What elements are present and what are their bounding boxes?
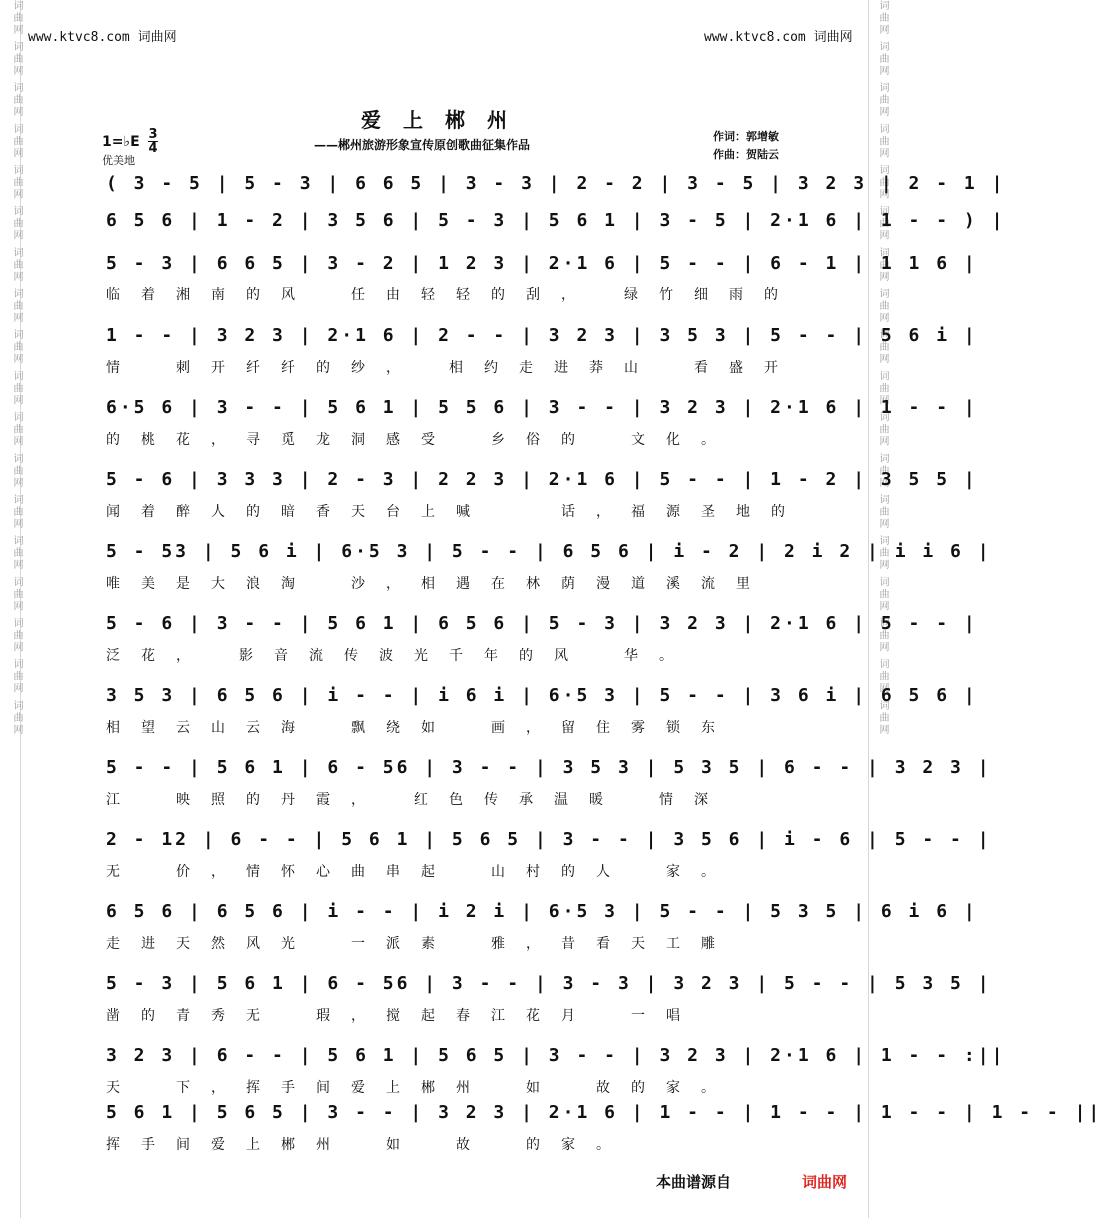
- footer-brand-link[interactable]: 词曲网: [802, 1173, 848, 1191]
- notation-line: 5 6 1 | 5 6 5 | 3 - - | 3 2 3 | 2·1 6 | 1 - - | 1 - - | 1 - - | 1 - - ||: [106, 1102, 1102, 1123]
- lyrics-line: 唯美是大浪淘 沙，相遇在林荫漫道溪流里: [106, 576, 771, 592]
- song-title: 爱上郴州: [361, 108, 529, 132]
- score-row: [106, 685, 978, 713]
- tempo-marking: 优美地: [102, 154, 135, 167]
- notation-line: 6 5 6 | 1 - 2 | 3 5 6 | 5 - 3 | 5 6 1 | 3 - 5 | 2·1 6 | 1 - - ) |: [106, 210, 1006, 231]
- lyrics-line: 相望云山云海 飘绕如 画，留住雾锁东: [106, 720, 736, 736]
- time-signature-top: 3: [148, 127, 158, 142]
- score-row: [106, 901, 978, 929]
- notation-line: 5 - 6 | 3 - - | 5 6 1 | 6 5 6 | 5 - 3 | 3 2 3 | 2·1 6 | 5 - - |: [106, 613, 978, 634]
- lyricist-credit: 作词：郭增敏: [713, 130, 779, 143]
- key-signature: 1=♭E: [102, 134, 140, 150]
- lyrics-line: 的桃花，寻觅龙洞感受 乡俗的 文化。: [106, 432, 736, 448]
- site-url-right[interactable]: www.ktvc8.com 词曲网: [704, 30, 853, 45]
- notation-line: 3 5 3 | 6 5 6 | i - - | i 6 i | 6·5 3 | 5 - - | 3 6 i | 6 5 6 |: [106, 685, 978, 706]
- lyrics-line: 无 价，情怀心曲串起 山村的人 家。: [106, 864, 736, 880]
- lyrics-line: 闻着醉人的暗香天台上喊 话，福源圣地的: [106, 504, 806, 520]
- score-row: [106, 757, 992, 785]
- score-row: [106, 613, 978, 641]
- footer-source-text: 本曲谱源自: [656, 1173, 732, 1191]
- lyrics-line: 泛花， 影音流传波光千年的风 华。: [106, 648, 694, 664]
- lyrics-line: 临着湘南的风 任由轻轻的刮， 绿竹细雨的: [106, 287, 799, 303]
- notation-line: 6 5 6 | 6 5 6 | i - - | i 2 i | 6·5 3 | 5 - - | 5 3 5 | 6 i 6 |: [106, 901, 978, 922]
- right-watermark-strip: 词曲网 词曲网 词曲网 词曲网 词曲网 词曲网 词曲网 词曲网 词曲网 词曲网 词曲网 词曲网 词曲网 词曲网 词曲网 词曲网 词曲网 词曲网: [877, 0, 888, 737]
- lyrics-line: 挥手间爱上郴州 如 故 的家。: [106, 1137, 631, 1153]
- notation-line: ( 3 - 5 | 5 - 3 | 6 6 5 | 3 - 3 | 2 - 2 | 3 - 5 | 3 2 3 | 2 - 1 |: [106, 173, 1006, 194]
- notation-line: 1 - - | 3 2 3 | 2·1 6 | 2 - - | 3 2 3 | 3 5 3 | 5 - - | 5 6 i |: [106, 325, 978, 346]
- notation-line: 3 2 3 | 6 - - | 5 6 1 | 5 6 5 | 3 - - | 3 2 3 | 2·1 6 | 1 - - :||: [106, 1045, 1006, 1066]
- lyrics-line: 走进天然风光 一派素 雅，昔看天工雕: [106, 936, 736, 952]
- score-row: [106, 210, 1006, 238]
- left-watermark-strip: 词曲网 词曲网 词曲网 词曲网 词曲网 词曲网 词曲网 词曲网 词曲网 词曲网 词曲网 词曲网 词曲网 词曲网 词曲网 词曲网 词曲网 词曲网: [11, 0, 22, 737]
- notation-line: 2 - 12 | 6 - - | 5 6 1 | 5 6 5 | 3 - - | 3 5 6 | i - 6 | 5 - - |: [106, 829, 992, 850]
- score-row: [106, 541, 992, 569]
- notation-line: 5 - 3 | 6 6 5 | 3 - 2 | 1 2 3 | 2·1 6 | 5 - - | 6 - 1 | 1 1 6 |: [106, 253, 978, 274]
- score-row: [106, 973, 992, 1001]
- score-row: [106, 469, 978, 497]
- score-row: [106, 253, 978, 281]
- score-row: [106, 1102, 1102, 1130]
- lyrics-line: 凿的青秀无 瑕，搅起春江花月 一唱: [106, 1008, 701, 1024]
- notation-line: 5 - - | 5 6 1 | 6 - 56 | 3 - - | 3 5 3 | 5 3 5 | 6 - - | 3 2 3 |: [106, 757, 992, 778]
- notation-line: 6·5 6 | 3 - - | 5 6 1 | 5 5 6 | 3 - - | 3 2 3 | 2·1 6 | 1 - - |: [106, 397, 978, 418]
- lyrics-line: 天 下，挥手间爱上郴州 如 故的家。: [106, 1080, 736, 1096]
- notation-line: 5 - 53 | 5 6 i | 6·5 3 | 5 - - | 6 5 6 | i - 2 | 2 i 2 | i i 6 |: [106, 541, 992, 562]
- site-url-left[interactable]: www.ktvc8.com 词曲网: [28, 30, 177, 45]
- time-signature-bottom: 4: [148, 141, 158, 156]
- notation-line: 5 - 3 | 5 6 1 | 6 - 56 | 3 - - | 3 - 3 | 3 2 3 | 5 - - | 5 3 5 |: [106, 973, 992, 994]
- song-subtitle: ——郴州旅游形象宣传原创歌曲征集作品: [314, 138, 531, 152]
- notation-line: 5 - 6 | 3 3 3 | 2 - 3 | 2 2 3 | 2·1 6 | 5 - - | 1 - 2 | 3 5 5 |: [106, 469, 978, 490]
- time-signature: [148, 128, 158, 155]
- composer-credit: 作曲：贺陆云: [713, 148, 779, 161]
- lyrics-line: 情 刺开纤纤的纱， 相约走进莽山 看盛开: [106, 360, 799, 376]
- score-row: [106, 173, 1006, 201]
- score-row: [106, 397, 978, 425]
- lyrics-line: 江 映照的丹霞， 红色传承温暖 情深: [106, 792, 729, 808]
- score-row: [106, 325, 978, 353]
- score-row: [106, 1045, 1006, 1073]
- score-row: [106, 829, 992, 857]
